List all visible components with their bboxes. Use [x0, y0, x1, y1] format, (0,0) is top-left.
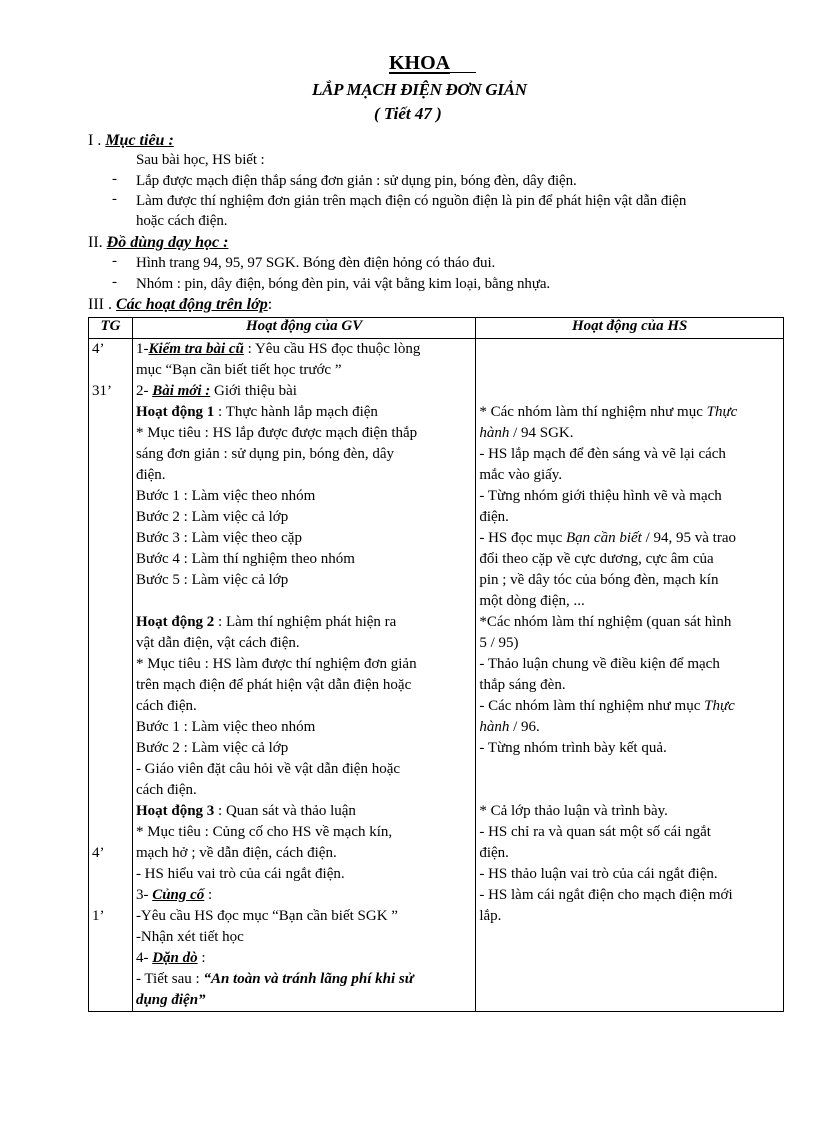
time-value: 4’	[92, 341, 105, 357]
text-line: hành / 94 SGK.	[479, 425, 574, 441]
bullet-dash: -	[112, 253, 117, 269]
objective-item: Lắp được mạch điện thắp sáng đơn giản : sử dụng pin, bóng đèn, dây điện.	[136, 173, 577, 189]
text-line: một dòng điện, ...	[479, 593, 585, 609]
step-line: Bước 3 : Làm việc theo cặp	[135, 530, 302, 546]
text-line: *Các nhóm làm thí nghiệm (quan sát hình	[479, 614, 732, 630]
activities-number: III .	[88, 296, 112, 313]
time-value: 1’	[92, 908, 105, 924]
text-line: hành / 96.	[479, 719, 540, 735]
text-line: - Từng nhóm giới thiệu hình vẽ và mạch	[479, 488, 722, 504]
materials-label: Đồ dùng dạy học :	[106, 234, 229, 251]
spacer	[479, 759, 780, 801]
objectives-heading	[88, 131, 174, 151]
text-line: -Nhận xét tiết học	[135, 929, 244, 945]
lesson-plan-table	[88, 317, 784, 1012]
objective-item: Làm được thí nghiệm đơn giản trên mạch điện có nguồn điện là pin để phát hiện vật dẫn điện	[136, 193, 687, 209]
bullet-dash: -	[112, 171, 117, 187]
time-value: 31’	[92, 383, 112, 399]
step-line: Bước 2 : Làm việc cả lớp	[135, 509, 289, 525]
header-student-activity: Hoạt động của HS	[476, 318, 784, 339]
activity-1-title: Hoạt động 1 : Thực hành lắp mạch điện	[135, 404, 378, 420]
text-line: - HS đọc mục Bạn cần biết / 94, 95 và trao	[479, 530, 736, 546]
header-teacher-activity: Hoạt động của GV	[132, 318, 475, 339]
text-line: - HS chỉ ra và quan sát một số cái ngắt	[479, 824, 711, 840]
text-line: - HS hiểu vai trò của cái ngắt điện.	[135, 866, 345, 882]
text-line: * Cả lớp thảo luận và trình bày.	[479, 803, 668, 819]
teacher-activity-column	[132, 339, 475, 1012]
text-line: đổi theo cặp về cực dương, cực âm của	[479, 551, 714, 567]
text-line: lắp.	[479, 908, 502, 924]
text-line: 5 / 95)	[479, 635, 519, 651]
bullet-dash: -	[112, 274, 117, 290]
text-line: * Mục tiêu : HS lắp được được mạch điện thắp	[135, 425, 418, 441]
objective-item-continued: hoặc cách điện.	[136, 213, 228, 229]
time-value: 4’	[92, 845, 105, 861]
student-activity-column	[476, 339, 784, 1012]
activities-heading	[88, 295, 272, 315]
objectives-label: Mục tiêu :	[105, 132, 174, 149]
text-line: -Yêu cầu HS đọc mục “Bạn cần biết SGK ”	[135, 908, 398, 924]
activities-label: Các hoạt động trên lớp	[115, 296, 268, 313]
text-line: cách điện.	[135, 782, 197, 798]
new-lesson: 2- Bài mới : Giới thiệu bài	[135, 383, 297, 399]
text-line: - HS làm cái ngắt điện cho mạch điện mới	[479, 887, 733, 903]
text-line: pin ; về dây tóc của bóng đèn, mạch kín	[479, 572, 719, 588]
objectives-intro: Sau bài học, HS biết :	[136, 152, 265, 168]
next-lesson-continued: dụng điện”	[135, 992, 206, 1008]
text-line: mục “Bạn cần biết tiết học trước ”	[135, 362, 342, 378]
text-line: điện.	[479, 509, 509, 525]
materials-heading	[88, 233, 228, 253]
text-line: * Các nhóm làm thí nghiệm như mục Thực	[479, 404, 738, 420]
text-line: trên mạch điện để phát hiện vật dẫn điện hoặc	[135, 677, 412, 693]
text-line: cách điện.	[135, 698, 197, 714]
review-heading: 3- Củng cố :	[135, 887, 213, 903]
text-line: - Từng nhóm trình bày kết quả.	[479, 740, 667, 756]
text-line: điện.	[479, 845, 509, 861]
header-tg: TG	[89, 318, 133, 339]
spacer	[136, 591, 472, 612]
old-lesson-check: 1-Kiểm tra bài cũ : Yêu cầu HS đọc thuộc lòng	[135, 341, 421, 357]
lesson-title: LẮP MẠCH ĐIỆN ĐƠN GIẢN	[312, 80, 527, 99]
text-line: * Mục tiêu : Củng cố cho HS về mạch kín,	[135, 824, 393, 840]
material-item: Hình trang 94, 95, 97 SGK. Bóng đèn điện hỏng có tháo đui.	[136, 255, 496, 271]
step-line: Bước 1 : Làm việc theo nhóm	[135, 719, 316, 735]
time-column	[89, 339, 133, 1012]
text-line: - Các nhóm làm thí nghiệm như mục Thực	[479, 698, 735, 714]
text-line: thắp sáng đèn.	[479, 677, 566, 693]
text-line: - Thảo luận chung về điều kiện để mạch	[479, 656, 720, 672]
next-lesson: - Tiết sau : “An toàn và tránh lãng phí khi sử	[135, 971, 414, 987]
text-line: mắc vào giấy.	[479, 467, 563, 483]
text-line: - Giáo viên đặt câu hỏi về vật dẫn điện hoặc	[135, 761, 401, 777]
materials-number: II.	[88, 234, 103, 251]
material-item: Nhóm : pin, dây điện, bóng đèn pin, vải vật bằng kim loại, bằng nhựa.	[136, 276, 551, 292]
text-line: mạch hở ; về dẫn điện, cách điện.	[135, 845, 337, 861]
homework-heading: 4- Dặn dò :	[135, 950, 206, 966]
text-line: - HS lắp mạch để đèn sáng và vẽ lại cách	[479, 446, 726, 462]
activity-2-title: Hoạt động 2 : Làm thí nghiệm phát hiện ra	[135, 614, 397, 630]
step-line: Bước 1 : Làm việc theo nhóm	[135, 488, 316, 504]
table-header-row	[89, 318, 784, 339]
text-line: vật dẫn điện, vật cách điện.	[135, 635, 300, 651]
lesson-period: ( Tiết 47 )	[374, 104, 442, 123]
text-line: - HS thảo luận vai trò của cái ngắt điện.	[479, 866, 718, 882]
step-line: Bước 4 : Làm thí nghiệm theo nhóm	[135, 551, 355, 567]
table-row	[89, 339, 784, 1012]
text-line: * Mục tiêu : HS làm được thí nghiệm đơn giản	[135, 656, 417, 672]
spacer	[479, 339, 780, 402]
activity-3-title: Hoạt động 3 : Quan sát và thảo luận	[135, 803, 356, 819]
text-line: điện.	[135, 467, 166, 483]
step-line: Bước 2 : Làm việc cả lớp	[135, 740, 289, 756]
text-line: sáng đơn giản : sử dụng pin, bóng đèn, dây	[135, 446, 395, 462]
objectives-number: I .	[88, 132, 102, 149]
step-line: Bước 5 : Làm việc cả lớp	[135, 572, 289, 588]
bullet-dash: -	[112, 191, 117, 207]
activities-suffix: :	[267, 296, 273, 313]
subject-title: KHOA	[389, 52, 476, 75]
